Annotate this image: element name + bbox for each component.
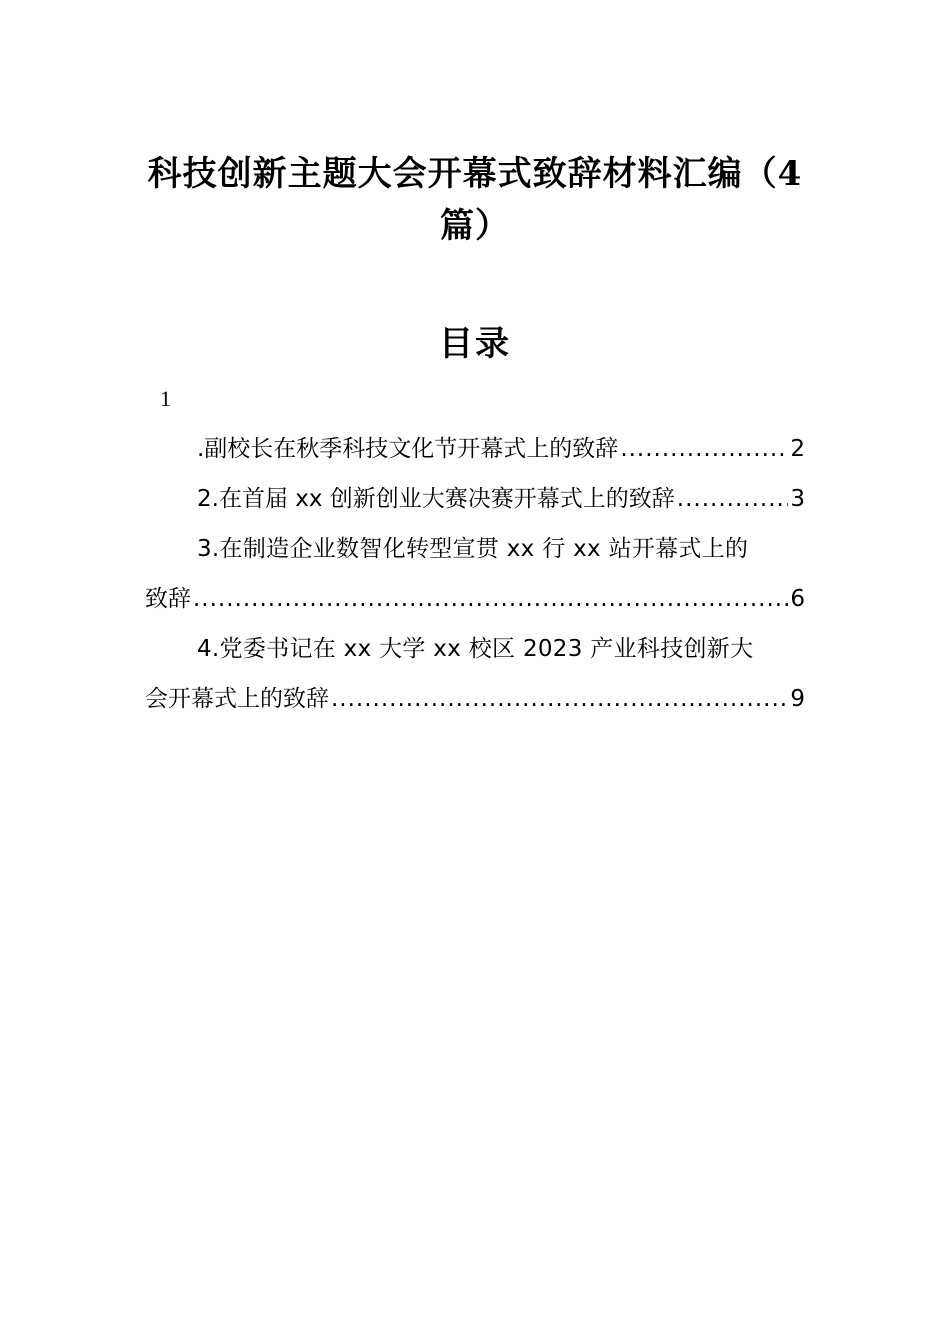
toc-entry-2[interactable] — [145, 474, 805, 524]
toc-entry-1[interactable] — [145, 424, 805, 474]
table-of-contents — [145, 424, 805, 724]
dot-leader — [620, 424, 788, 474]
toc-entry-line — [145, 674, 805, 724]
toc-entry-3[interactable] — [145, 524, 805, 624]
toc-entry-title: .副校长在秋季科技文化节开幕式上的致辞 — [197, 436, 619, 462]
document-title-line-2: 篇） — [440, 206, 510, 246]
document-title-line-1: 科技创新主题大会开幕式致辞材料汇编（4 — [147, 154, 803, 194]
toc-entry-title: 3.在制造企业数智化转型宣贯 xx 行 xx 站开幕式上的 — [197, 536, 749, 562]
dot-leader — [331, 674, 788, 724]
toc-entry-title-continued: 会开幕式上的致辞 — [145, 686, 329, 712]
toc-entry-page-number: 9 — [790, 686, 805, 712]
toc-entry-line — [145, 624, 805, 674]
toc-entry-page-number: 6 — [790, 586, 805, 612]
toc-entry-title: 2.在首届 xx 创新创业大赛决赛开幕式上的致辞 — [197, 486, 675, 512]
toc-entry-title-continued: 致辞 — [145, 586, 191, 612]
toc-heading: 目录 — [439, 324, 511, 364]
toc-entry-page-number: 3 — [790, 486, 805, 512]
toc-entry-title: 4.党委书记在 xx 大学 xx 校区 2023 产业科技创新大 — [197, 636, 754, 662]
toc-entry-page-number: 2 — [790, 436, 805, 462]
toc-entry-4[interactable] — [145, 624, 805, 724]
dot-leader — [677, 474, 789, 524]
stray-page-number: 1 — [160, 386, 171, 411]
toc-entry-line — [145, 574, 805, 624]
dot-leader — [193, 574, 788, 624]
toc-entry-line — [145, 524, 805, 574]
document-title — [140, 148, 810, 252]
